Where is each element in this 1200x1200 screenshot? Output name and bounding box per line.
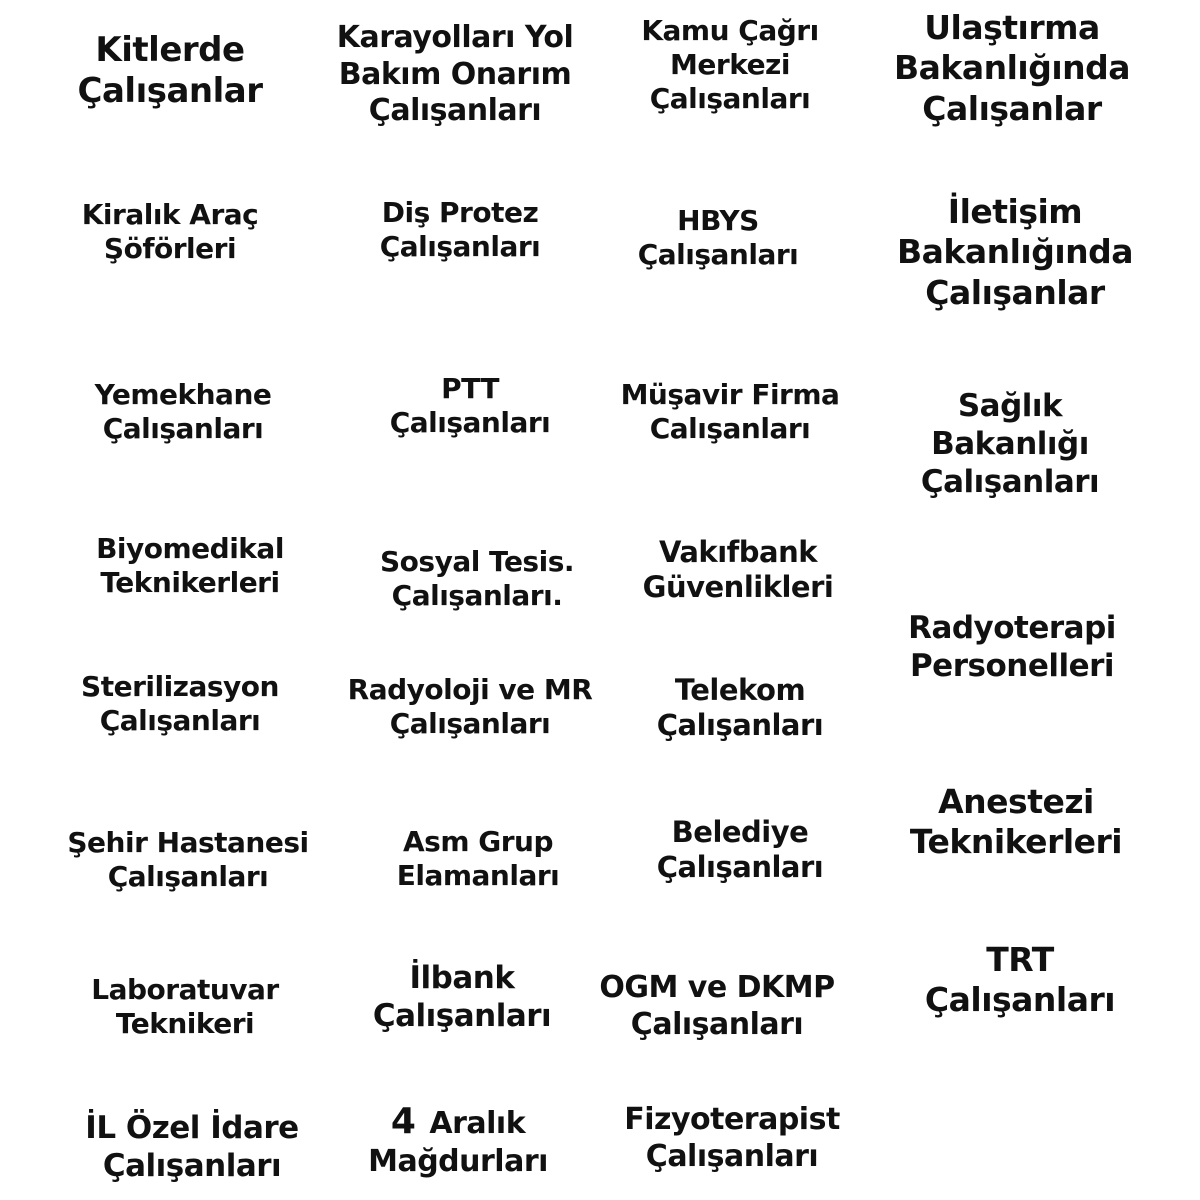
label-vakifbank [643, 535, 834, 606]
label-line-2: Teknikeri [115, 1007, 255, 1041]
label-line-1: Laboratuvar [91, 973, 279, 1006]
label-line-2: Calışanları [649, 412, 811, 446]
label-line-2: Bakanlığında [896, 232, 1134, 272]
label-line-1: Belediye [671, 815, 809, 849]
label-il-ozel-idare [85, 1110, 298, 1186]
label-line-2: Teknikerleri [100, 566, 280, 600]
label-line-1: Kitlerde [95, 30, 245, 70]
label-line-1: Karayolları Yol [336, 20, 574, 55]
label-line-2: Çalışanları [924, 980, 1116, 1020]
label-line-3: Çalışanları [368, 93, 542, 129]
label-line-1: Sağlık [957, 388, 1063, 424]
label-ilbank [373, 960, 551, 1036]
label-line-1: Fizyoterapist [624, 1102, 840, 1137]
label-iletisim-bakanligi [897, 192, 1133, 313]
label-line-1: Biyomedikal [96, 532, 284, 565]
label-line-2: Çalışanları. [391, 579, 563, 613]
label-radyoloji-mr [348, 673, 593, 741]
label-line-1: Kiralık Araç [81, 198, 259, 231]
label-line-1: Müşavir Firma [620, 378, 840, 411]
label-line-1: Vakıfbank [658, 535, 818, 569]
label-line-3: Çalışanları [920, 463, 1100, 500]
label-line-1: Telekom [674, 673, 806, 707]
label-line-2: Elamanları [396, 859, 560, 893]
label-sterilizasyon [81, 670, 279, 738]
label-line-1: PTT [441, 372, 499, 405]
label-dis-protez [380, 196, 541, 264]
label-musavir-firma [621, 378, 840, 446]
label-sehir-hastanesi [67, 826, 308, 894]
label-ulastirma-bakanligi [894, 8, 1130, 129]
label-line-2: Çalışanları [102, 1147, 282, 1184]
label-line-1: Anestezi [938, 782, 1094, 821]
label-line-2: Çalışanları [656, 850, 824, 885]
label-line-1: İlbank [409, 960, 515, 996]
label-biyomedikal [96, 532, 284, 600]
label-line-1: İletişim [947, 192, 1083, 231]
label-line-3: Çalışanlar [922, 88, 1102, 128]
label-fizyoterapist [624, 1102, 840, 1175]
label-kamu-cagri-merkezi [641, 14, 818, 116]
label-line-2: Çalışanları [379, 230, 541, 264]
label-asm-grup [397, 825, 560, 893]
label-line-1: Sosyal Tesis. [380, 545, 574, 578]
label-line-2: Çalışanlar [77, 71, 263, 112]
label-line-2: Personelleri [909, 647, 1115, 684]
label-trt [925, 940, 1115, 1021]
label-yemekhane [95, 378, 272, 446]
label-line-2: Çalışanları [99, 704, 261, 738]
label-line-2: Çalışanları [102, 412, 264, 446]
label-line-2: Mağdurları [368, 1143, 548, 1179]
label-line-1: Radyoloji ve MR [347, 673, 593, 706]
label-line-3: Çalışanları [649, 82, 811, 116]
label-line-2: Çalışanları [389, 707, 551, 741]
label-line-1: Sterilizasyon [81, 670, 279, 703]
label-saglik-bakanligi [921, 388, 1099, 501]
label-line-1: HBYS [677, 204, 759, 237]
label-ptt [390, 372, 551, 440]
label-line-1: Asm Grup [402, 825, 554, 858]
label-laboratuvar [91, 973, 279, 1041]
label-line-2: Merkezi [670, 48, 790, 82]
label-line-1: Radyoterapi [908, 610, 1116, 646]
label-line-2: Çalışanları [107, 860, 269, 894]
label-hbys [638, 204, 799, 272]
label-line-1: Kamu Çağrı [641, 14, 819, 47]
label-line-2: Çalışanları [372, 997, 552, 1034]
label-karayollari-calisanlari [337, 20, 573, 130]
label-line-1: Yemekhane [94, 378, 272, 411]
label-line-2: Şöförleri [103, 232, 237, 266]
label-line-1: OGM ve DKMP [599, 970, 835, 1005]
label-line-2: Teknikerleri [909, 822, 1123, 862]
label-anestezi [910, 782, 1122, 863]
label-line-1: Aralık [429, 1106, 526, 1141]
label-4-aralik-magdurlari [368, 1100, 548, 1181]
label-telekom [657, 673, 823, 744]
label-line-1: Ulaştırma [924, 8, 1100, 47]
label-line-3: Çalışanlar [925, 272, 1105, 312]
label-sosyal-tesis [380, 545, 574, 613]
label-line-1: İL Özel İdare [85, 1110, 299, 1146]
label-ogm-dkmp [599, 970, 834, 1043]
label-belediye [657, 815, 823, 886]
label-line-2: Çalışanları [389, 406, 551, 440]
label-line-2: Bakanlığı [931, 425, 1089, 462]
label-line-2: Çalışanları [645, 1138, 819, 1174]
label-kiralik-arac-soforleri [82, 198, 259, 266]
label-kitlerde-calisanlar [78, 30, 263, 113]
label-line-2: Çalışanları [637, 238, 799, 272]
label-number: 4 [390, 1101, 416, 1142]
label-line-1: TRT [986, 940, 1054, 979]
label-line-2: Güvenlikleri [642, 570, 834, 605]
label-line-1: Şehir Hastanesi [67, 826, 309, 859]
label-line-2: Bakanlığında [893, 48, 1131, 88]
label-line-2: Çalışanları [630, 1006, 804, 1042]
label-radyoterapi [908, 610, 1116, 686]
label-line-1: Diş Protez [381, 196, 539, 229]
label-line-2: Çalışanları [656, 708, 824, 743]
label-line-2: Bakım Onarım [338, 56, 572, 92]
